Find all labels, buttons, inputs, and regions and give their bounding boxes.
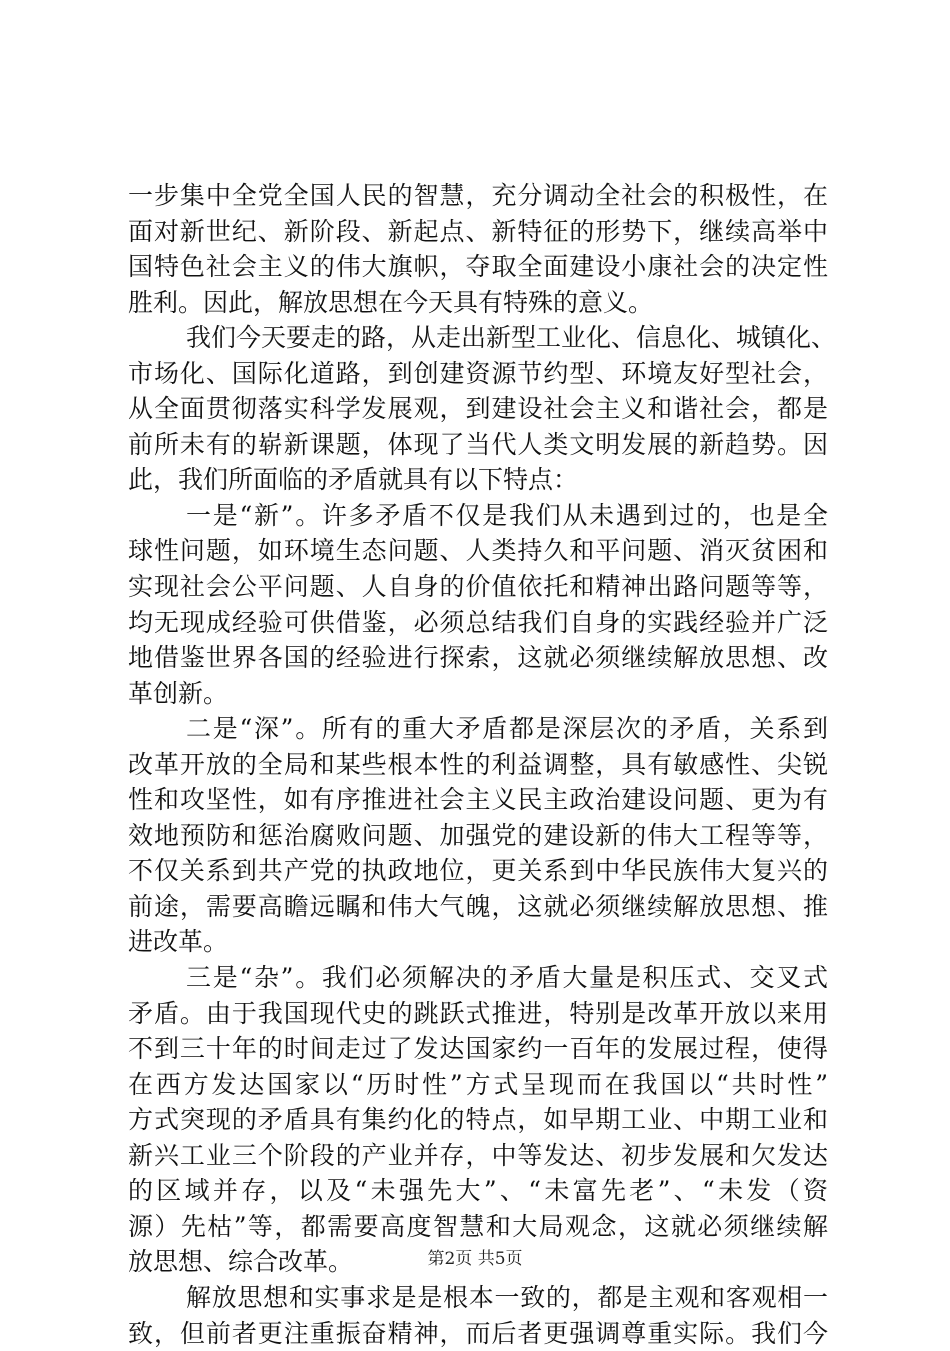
text-line: 地借鉴世界各国的经验进行探索，这就必须继续解放思想、改 (128, 640, 828, 676)
text-line: 效地预防和惩治腐败问题、加强党的建设新的伟大工程等等， (128, 818, 828, 854)
text-line: 致，但前者更注重振奋精神，而后者更强调尊重实际。我们今 (128, 1316, 828, 1351)
text-line: 胜利。因此，解放思想在今天具有特殊的意义。 (128, 285, 828, 321)
text-line: 一是“新”。许多矛盾不仅是我们从未遇到过的，也是全 (128, 498, 828, 534)
text-line: 二是“深”。所有的重大矛盾都是深层次的矛盾，关系到 (128, 711, 828, 747)
text-line: 此，我们所面临的矛盾就具有以下特点： (128, 462, 828, 498)
text-line: 三是“杂”。我们必须解决的矛盾大量是积压式、交叉式 (128, 960, 828, 996)
text-line: 解放思想和实事求是是根本一致的，都是主观和客观相一 (128, 1280, 828, 1316)
text-line: 不到三十年的时间走过了发达国家约一百年的发展过程，使得 (128, 1031, 828, 1067)
text-line: 我们今天要走的路，从走出新型工业化、信息化、城镇化、 (128, 320, 828, 356)
text-line: 的区域并存，以及“未强先大”、“未富先老”、“未发（资 (128, 1173, 828, 1209)
text-line: 实现社会公平问题、人自身的价值依托和精神出路问题等等， (128, 569, 828, 605)
text-line: 市场化、国际化道路，到创建资源节约型、环境友好型社会， (128, 356, 828, 392)
text-line: 面对新世纪、新阶段、新起点、新特征的形势下，继续高举中 (128, 214, 828, 250)
text-line: 均无现成经验可供借鉴，必须总结我们自身的实践经验并广泛 (128, 605, 828, 641)
text-line: 放思想、综合改革。 (128, 1244, 828, 1280)
page-number-footer: 第2页 共5页 (0, 1244, 950, 1269)
text-line: 国特色社会主义的伟大旗帜，夺取全面建设小康社会的决定性 (128, 249, 828, 285)
text-line: 革创新。 (128, 676, 828, 712)
text-line: 前所未有的崭新课题，体现了当代人类文明发展的新趋势。因 (128, 427, 828, 463)
text-line: 矛盾。由于我国现代史的跳跃式推进，特别是改革开放以来用 (128, 996, 828, 1032)
text-line: 源）先枯”等，都需要高度智慧和大局观念，这就必须继续解 (128, 1209, 828, 1245)
document-body (128, 178, 828, 1351)
text-line: 从全面贯彻落实科学发展观，到建设社会主义和谐社会，都是 (128, 391, 828, 427)
text-line: 前途，需要高瞻远瞩和伟大气魄，这就必须继续解放思想、推 (128, 889, 828, 925)
text-line: 改革开放的全局和某些根本性的利益调整，具有敏感性、尖锐 (128, 747, 828, 783)
text-line: 进改革。 (128, 924, 828, 960)
text-line: 不仅关系到共产党的执政地位，更关系到中华民族伟大复兴的 (128, 853, 828, 889)
text-line: 方式突现的矛盾具有集约化的特点，如早期工业、中期工业和 (128, 1102, 828, 1138)
text-line: 一步集中全党全国人民的智慧，充分调动全社会的积极性，在 (128, 178, 828, 214)
text-line: 球性问题，如环境生态问题、人类持久和平问题、消灭贫困和 (128, 533, 828, 569)
text-line: 新兴工业三个阶段的产业并存，中等发达、初步发展和欠发达 (128, 1138, 828, 1174)
text-line: 性和攻坚性，如有序推进社会主义民主政治建设问题、更为有 (128, 782, 828, 818)
text-line: 在西方发达国家以“历时性”方式呈现而在我国以“共时性” (128, 1067, 828, 1103)
